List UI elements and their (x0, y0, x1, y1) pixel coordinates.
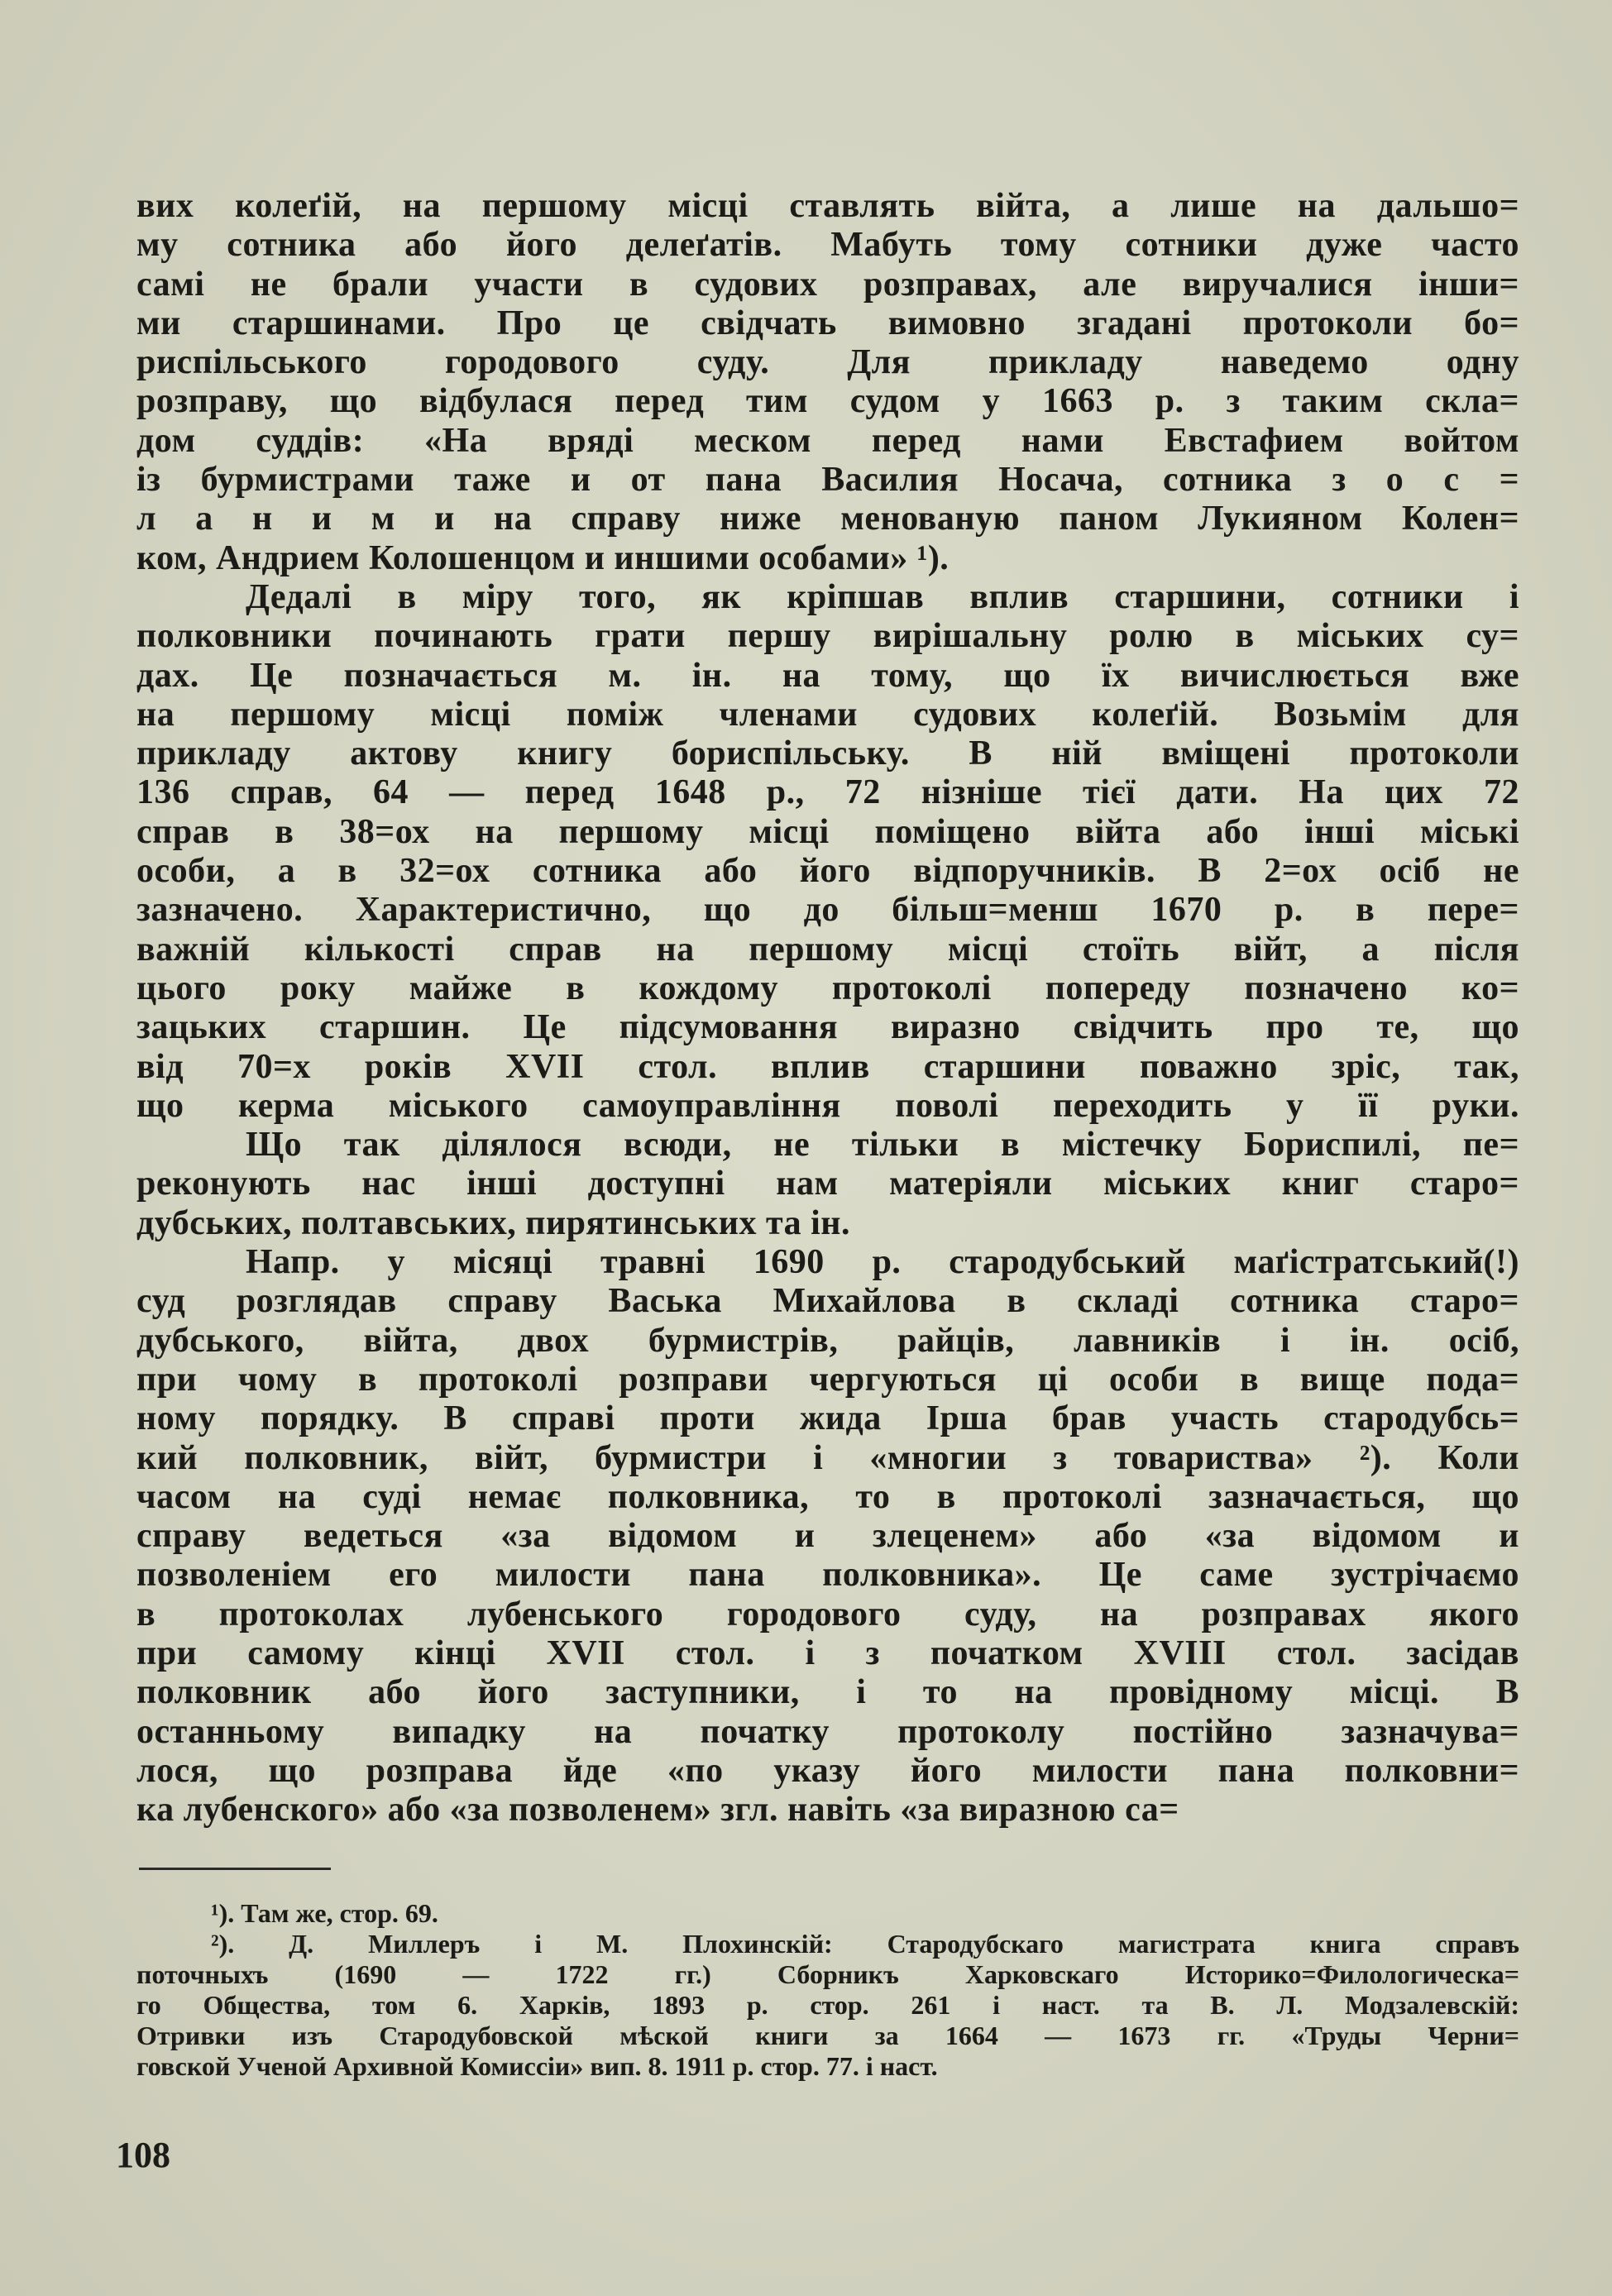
body-line: ми старшинами. Про це свідчать вимовно згадані протоколи бо= (136, 304, 1519, 342)
body-line: Що так ділялося всюди, не тільки в містечку Бориспилі, пе= (246, 1126, 1519, 1165)
body-paragraph (136, 1126, 1519, 1243)
body-line: від 70=х років XVII стол. вплив старшини поважно зріс, так, (136, 1047, 1519, 1086)
body-line: важній кількості справ на першому місці стоїть війт, а після (136, 930, 1519, 969)
body-line: часом на суді немає полковника, то в протоколі зазначається, що (136, 1477, 1519, 1516)
body-line: дубського, війта, двох бурмистрів, райців, лавників і ін. осіб, (136, 1321, 1519, 1360)
body-line: Дедалі в міру того, як кріпшав вплив старшини, сотники і (246, 577, 1519, 616)
body-line: дубських, полтавських, пирятинських та ін. (136, 1203, 851, 1242)
body-line: ка лубенского» або «за позволенем» згл. навіть «за виразною са= (136, 1791, 1179, 1830)
body-line: кий полковник, війт, бурмистри і «многии з товариства» ²). Коли (136, 1438, 1519, 1477)
body-line: позволеніем его милости пана полковника». Це саме зустрічаємо (136, 1556, 1519, 1595)
body-line: самі не брали участи в судових розправах, але виручалися інши= (136, 265, 1519, 304)
body-line: при самому кінці XVII стол. і з початком XVIII стол. засідав (136, 1634, 1519, 1672)
body-line: полковники починають грати першу вирішальну ролю в міських су= (136, 617, 1519, 656)
footnote-line: Отривки изъ Стародубовской мѣской книги за 1664 — 1673 гг. «Труды Черни= (136, 2021, 1519, 2050)
body-line: 136 справ, 64 — перед 1648 р., 72 нізніше тієї дати. На цих 72 (136, 773, 1519, 812)
body-line: останньому випадку на початку протоколу постійно зазначува= (136, 1712, 1519, 1751)
body-line: му сотника або його делеґатів. Мабуть тому сотники дуже часто (136, 226, 1519, 265)
body-line: цього року майже в кождому протоколі попереду позначено ко= (136, 969, 1519, 1007)
footnote-line: ¹). Там же, стор. 69. (211, 1898, 438, 1928)
body-line: дах. Це позначається м. ін. на тому, що їх вичислюється вже (136, 656, 1519, 695)
footnote-paragraph (136, 1898, 1519, 1929)
body-line: при чому в протоколі розправи чергуються ці особи в вище пода= (136, 1360, 1519, 1399)
body-line: вих колеґій, на першому місці ставлять війта, а лише на дальшо= (136, 187, 1519, 225)
body-line: із бурмистрами таже и от пана Василия Носача, сотника з о с = (136, 461, 1519, 500)
body-line: лося, що розправа йде «по указу його милости пана полковни= (136, 1751, 1519, 1790)
body-line: полковник або його заступники, і то на провідному місці. В (136, 1673, 1519, 1712)
body-line: розправу, що відбулася перед тим судом у 1663 р. з таким скла= (136, 382, 1519, 421)
body-line: ком, Андрием Колошенцом и иншими особами» ¹). (136, 538, 950, 577)
body-line: суд розглядав справу Васька Михайлова в складі сотника старо= (136, 1282, 1519, 1321)
body-line: справу ведеться «за відомом и злеценем» або «за відомом и (136, 1517, 1519, 1556)
body-line: справ в 38=ох на першому місці поміщено війта або інші міські (136, 812, 1519, 851)
body-line: зазначено. Характеристично, що до більш=менш 1670 р. в пере= (136, 891, 1519, 930)
footnote-divider (139, 1868, 331, 1870)
footnote-line: го Общества, том 6. Харків, 1893 р. стор. 261 і наст. та В. Л. Модзалевскій: (136, 1990, 1519, 2020)
body-line: прикладу актову книгу бориспільську. В ній вміщені протоколи (136, 734, 1519, 773)
footnote-paragraph (136, 1929, 1519, 2082)
body-line: риспільського городового суду. Для прикладу наведемо одну (136, 343, 1519, 382)
body-line: дом суддів: «На вряді меском перед нами Евстафием войтом (136, 421, 1519, 460)
body-paragraph (136, 578, 1519, 1126)
body-line: реконують нас інші доступні нам матеріяли міських книг старо= (136, 1165, 1519, 1203)
body-paragraph (136, 187, 1519, 578)
body-line: Напр. у місяці травні 1690 р. стародубський маґістратський(!) (246, 1243, 1519, 1282)
body-line: л а н и м и на справу ниже менованую паном Лукияном Колен= (136, 500, 1519, 538)
footnotes (136, 1898, 1519, 2082)
body-line: зацьких старшин. Це підсумовання виразно свідчить про те, що (136, 1008, 1519, 1047)
footnote-line: поточныхъ (1690 — 1722 гг.) Сборникъ Харковскаго Историко=Филологическа= (136, 1959, 1519, 1989)
footnote-line: ²). Д. Миллеръ і М. Плохинскій: Стародубскаго магистрата книга справъ (211, 1929, 1519, 1959)
footnote-line: говской Ученой Архивной Комиссіи» вип. 8. 1911 р. стор. 77. і наст. (136, 2051, 938, 2081)
body-line: в протоколах лубенського городового суду, на розправах якого (136, 1595, 1519, 1634)
page-number: 108 (116, 2135, 170, 2175)
body-line: на першому місці поміж членами судових колеґій. Возьмім для (136, 695, 1519, 734)
body-line: що керма міського самоуправління поволі переходить у її руки. (136, 1086, 1519, 1125)
body-line: особи, а в 32=ох сотника або його відпоручників. В 2=ох осіб не (136, 852, 1519, 891)
body-line: ному порядку. В справі проти жида Ірша брав участь стародубсь= (136, 1399, 1519, 1438)
body-text (136, 187, 1519, 1830)
body-paragraph (136, 1243, 1519, 1830)
